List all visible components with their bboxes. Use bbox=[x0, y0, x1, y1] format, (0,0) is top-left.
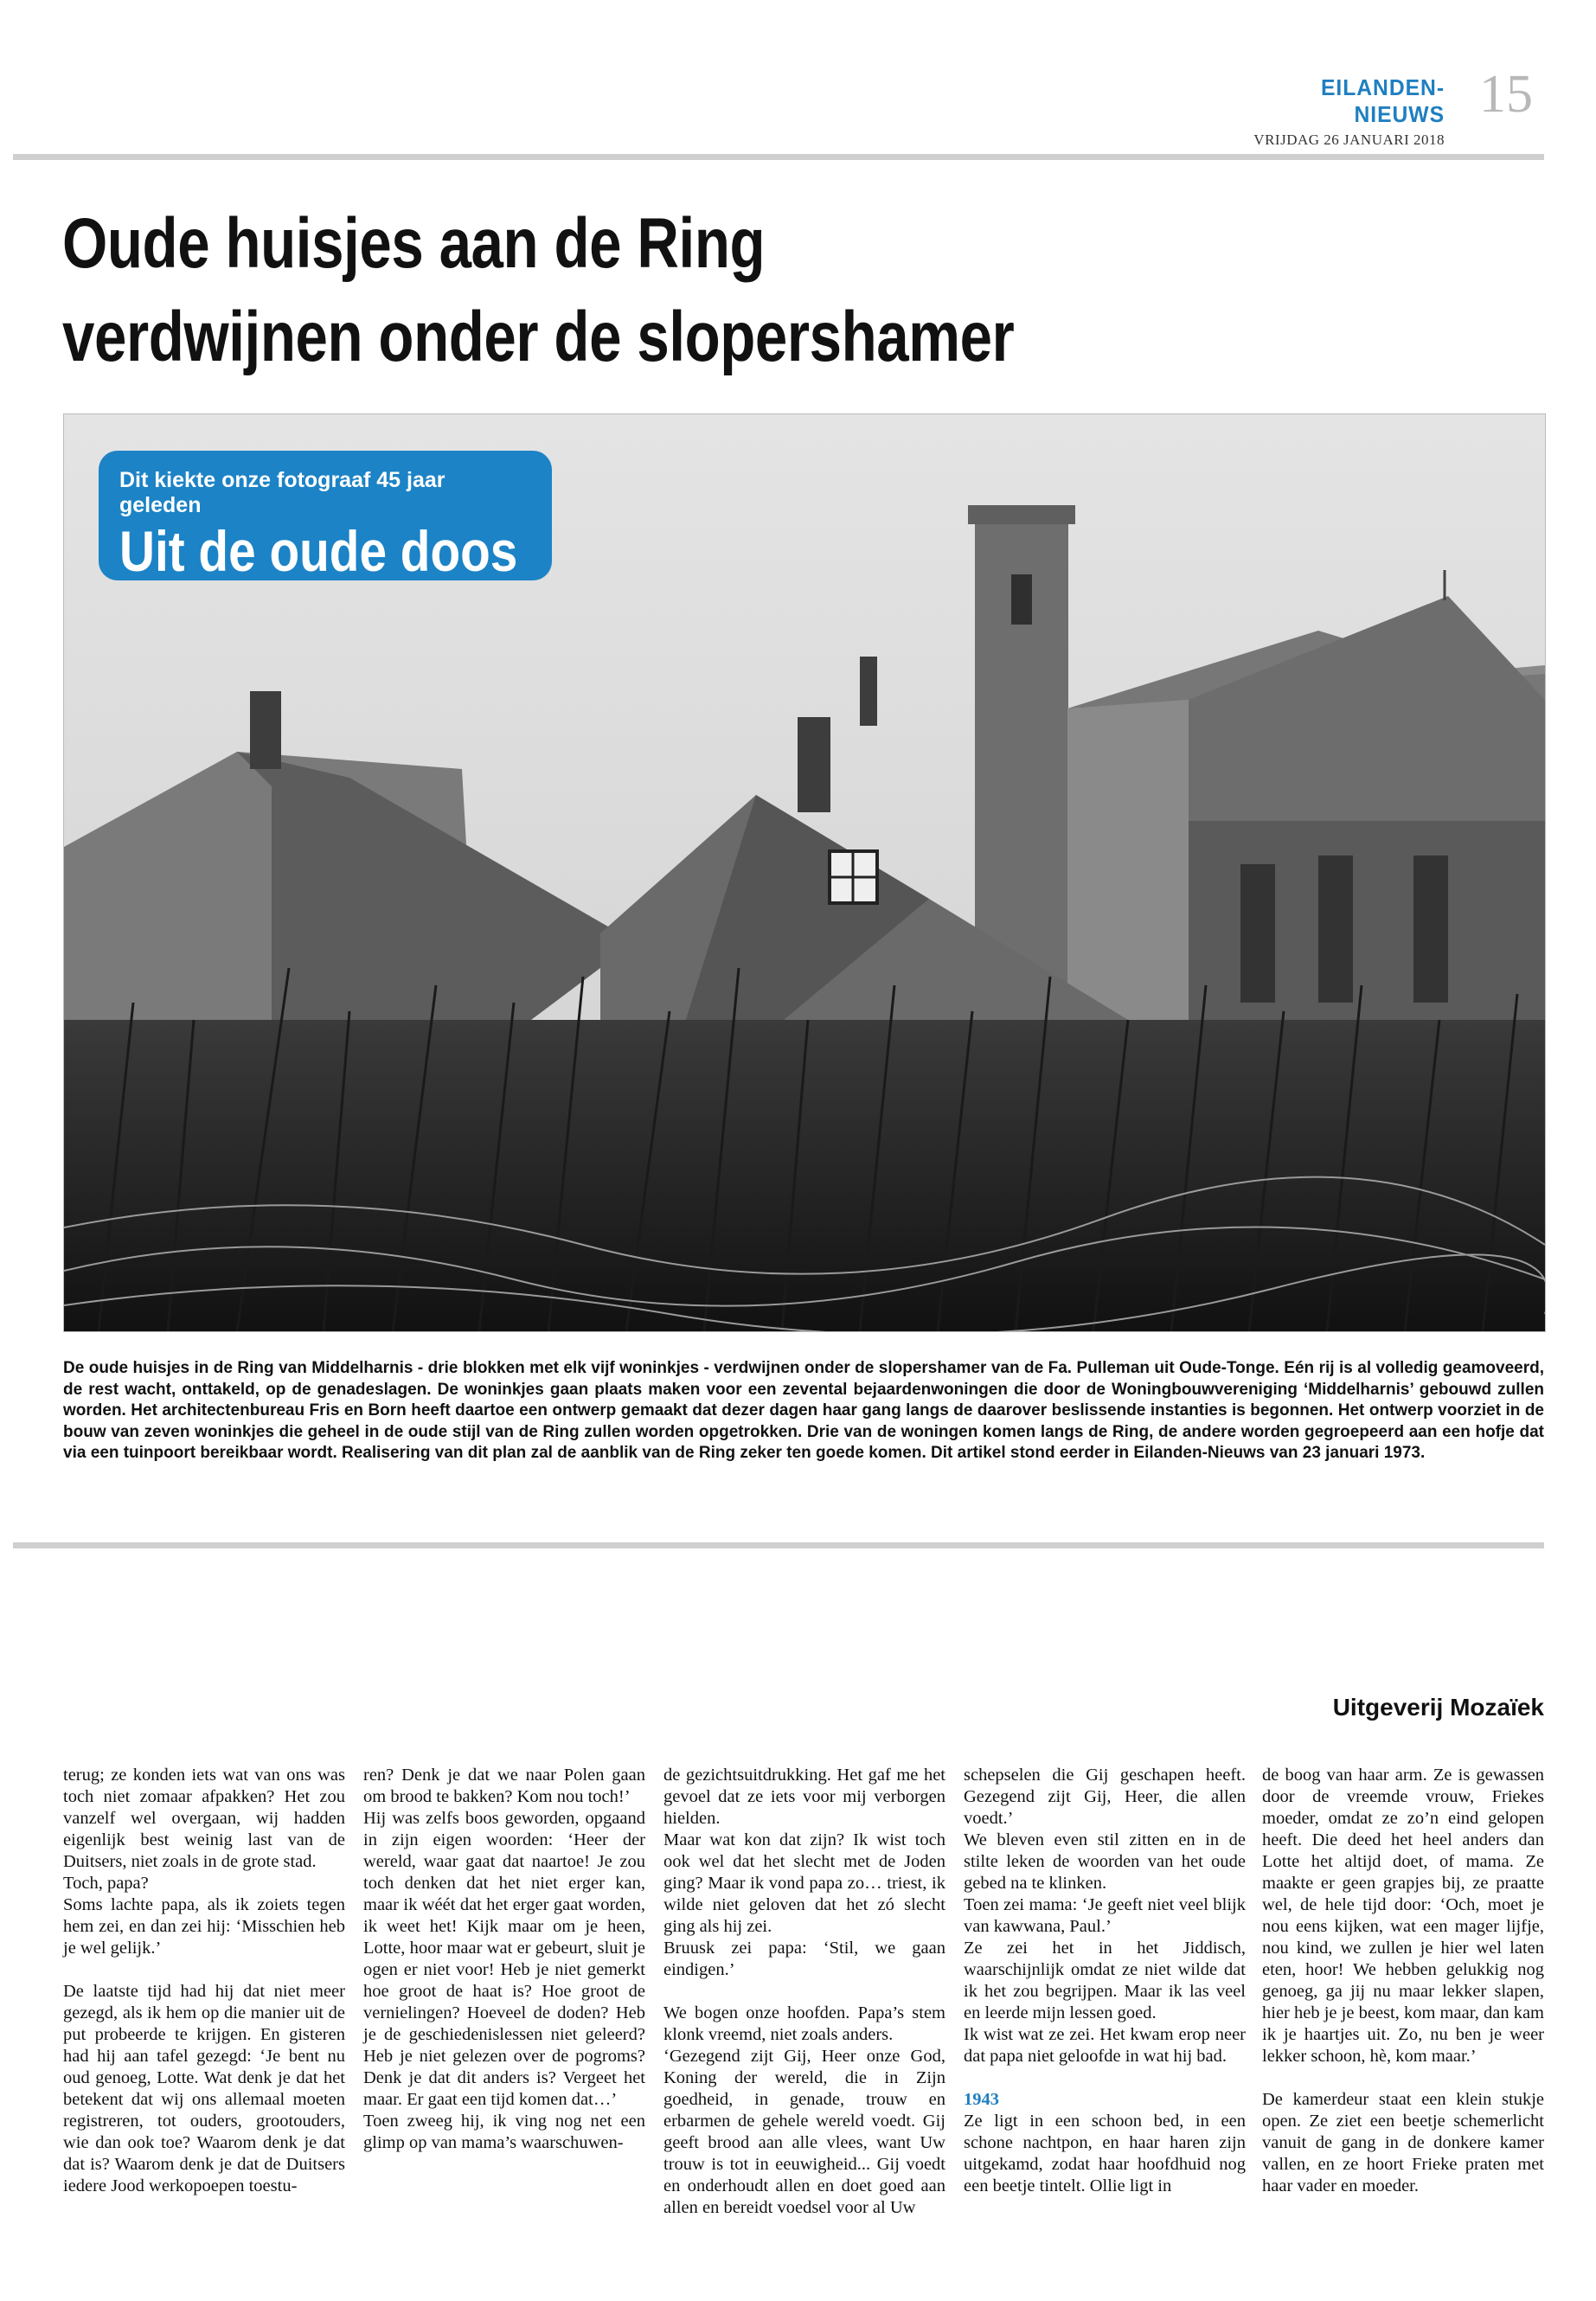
page-number: 15 bbox=[1479, 65, 1533, 124]
publisher: Uitgeverij Mozaïek bbox=[1332, 1694, 1544, 1721]
newspaper-name: EILANDEN-NIEUWS bbox=[1320, 74, 1445, 127]
article-column-3 bbox=[663, 1765, 945, 2219]
paragraph: schepselen die Gij geschapen heeft. Gezegend zijt Gij, Heer, die allen voedt.’ bbox=[964, 1766, 1246, 1828]
paragraph: de gezichtsuitdrukking. Het gaf me het gevoel dat ze iets voor mij verborgen hielden. bbox=[663, 1766, 945, 1828]
section-divider bbox=[13, 1542, 1544, 1548]
article-column-1 bbox=[63, 1765, 345, 2197]
headline-line-1: Oude huisjes aan de Ring bbox=[62, 204, 766, 283]
paragraph: Toch, papa? bbox=[63, 1874, 149, 1893]
headline bbox=[62, 197, 1233, 384]
article-column-5 bbox=[1262, 1765, 1544, 2197]
article-column-4 bbox=[964, 1765, 1246, 2197]
paragraph: Soms lachte papa, als ik zoiets tegen hem zei, en dan zei hij: ‘Misschien heb je wel gelijk.’ bbox=[63, 1895, 345, 1958]
photo-caption: De oude huisjes in de Ring van Middelharnis - drie blokken met elk vijf woninkjes - verdwijnen onder de slopershamer van de Fa. Pulleman uit Oude-Tonge. Eén rij is al volledig geamoveerd, de rest wacht, onttakeld, op de genadeslagen. De woninkjes gaan plaats maken voor een zevental bejaardenwoningen die door de Woningbouwvereniging ‘Middelharnis’ gebouwd zullen worden. Het architectenbureau Fris en Born heeft daartoe een ontwerp gemaakt dat dezer dagen haar gang langs de daarover beslissende instanties is begonnen. Het ontwerp voorziet in de bouw van zeven woninkjes die geheel in de oude stijl van de Ring zullen worden opgetrokken. Drie van de woningen komen langs de Ring, de andere worden gegroepeerd aan een hofje dat via een tuinpoort bereikbaar wordt. Realisering van dit plan zal de aanblik van de Ring zeker ten goede komen. Dit artikel stond eerder in Eilanden-Nieuws van 23 januari 1973. bbox=[63, 1359, 1544, 1462]
section-badge bbox=[99, 451, 552, 583]
article-column-2 bbox=[363, 1765, 645, 2154]
historic-photo bbox=[63, 413, 1546, 1332]
paragraph: Toen zweeg hij, ik ving nog net een glimp op van mama’s waarschuwen- bbox=[363, 2112, 645, 2152]
masthead bbox=[1237, 74, 1445, 149]
article-body bbox=[63, 1765, 1544, 2284]
paragraph: Hij was zelfs boos geworden, opgaand in zijn eigen woorden: ‘Heer der wereld, waar gaat dat naartoe! Je zou toch denken dat het niet erger kan, maar ik wéét dat het erger gaat worden, ik weet het! Kijk maar om je heen, Lotte, hoor maar wat er gebeurt, sluit je ogen er niet voor! Heb je niet gemerkt hoe groot de haat is? Hoe groot de vernielingen? Hoeveel de doden? Heb je de geschiedenislessen niet geleerd? Heb je niet gelezen over de pogroms? Denk je dat dit anders is? Vergeet het maar. Er gaat een tijd komen dat…’ bbox=[363, 1809, 645, 2109]
paragraph: Ik wist wat ze zei. Het kwam erop neer dat papa niet geloofde in wat hij bad. bbox=[964, 2025, 1246, 2066]
paragraph: De kamerdeur staat een klein stukje open. Ze ziet een beetje schemerlicht vanuit de gang in de donkere kamer vallen, en ze hoort Frieke praten met haar vader en moeder. bbox=[1262, 2090, 1544, 2195]
issue-date: VRIJDAG 26 JANUARI 2018 bbox=[1253, 131, 1445, 148]
paragraph: Bruusk zei papa: ‘Stil, we gaan eindigen.’ bbox=[663, 1939, 945, 1979]
badge-subtitle: Dit kiekte onze fotograaf 45 jaar geleden bbox=[119, 468, 445, 517]
subheading-year: 1943 bbox=[964, 2090, 999, 2109]
paragraph: ren? Denk je dat we naar Polen gaan om brood te bakken? Kom nou toch!’ bbox=[363, 1766, 645, 1806]
paragraph: Ze ligt in een schoon bed, in een schone nachtpon, en haar haren zijn uitgekamd, zodat haar hoofdhuid nog een beetje tintelt. Ollie ligt in bbox=[964, 2112, 1246, 2195]
paragraph-gap bbox=[1262, 2067, 1544, 2089]
paragraph: terug; ze konden iets wat van ons was toch niet zomaar afpakken? Het zou vanzelf wel overgaan, wij hadden eigenlijk best weinig last van de Duitsers, niet zoals in de grote stad. bbox=[63, 1766, 345, 1871]
paragraph: We bleven even stil zitten en in de stilte leken de woorden van het oude gebed na te klinken. bbox=[964, 1830, 1246, 1893]
paragraph: de boog van haar arm. Ze is gewassen door de vreemde vrouw, Friekes moeder, omdat ze zo’n eind gelopen heeft. Die deed het heel anders dan Lotte het altijd doet, of mama. Ze maakte er geen grapjes bij, ze praatte wel, de hele tijd door: ‘Och, moet je nou eens kijken, wat een mager lijfje, nou kind, we zullen je hier wel laten eten, hoor! We hebben gelukkig nog genoeg, ga jij nu maar lekker slapen, hier heb je je beest, kom maar, dan kam ik je haartjes uit. Zo, nu ben je weer lekker schoon, hè, kom maar.’ bbox=[1262, 1766, 1544, 2066]
badge-title: Uit de oude doos bbox=[119, 519, 518, 583]
paragraph-gap bbox=[63, 1959, 345, 1981]
paragraph: Maar wat kon dat zijn? Ik wist toch ook wel dat het slecht met de Joden ging? Maar ik vond papa zo… triest, ik wilde niet geloven dat het zó slecht ging als hij zei. bbox=[663, 1830, 945, 1936]
paragraph-gap bbox=[964, 2067, 1246, 2089]
paragraph: De laatste tijd had hij dat niet meer gezegd, als ik hem op die manier uit de put probeerde te krijgen. En gisteren had hij aan tafel gezegd: ‘Je bent nu oud genoeg, Lotte. Wat denk je dat het betekent dat wij ons allemaal moeten registreren, tot ouders, grootouders, wie dan ook toe? Waarom denk je dat dat is? Waarom denk je dat de Duitsers iedere Jood werkopoepen toestu- bbox=[63, 1982, 345, 2195]
paragraph: ‘Gezegend zijt Gij, Heer onze God, Koning der wereld, die in Zijn goedheid, in genade, trouw en erbarmen de gehele wereld voedt. Gij geeft brood aan alle vlees, want Uw trouw is tot in eeuwigheid... Gij voedt en onderhoudt allen en doet goed aan allen en bereidt voedsel voor al Uw bbox=[663, 2047, 945, 2217]
top-divider bbox=[13, 154, 1544, 160]
paragraph: Toen zei mama: ‘Je geeft niet veel blijk van kawwana, Paul.’ bbox=[964, 1895, 1246, 1936]
paragraph: We bogen onze hoofden. Papa’s stem klonk vreemd, niet zoals anders. bbox=[663, 2003, 945, 2044]
paragraph: Ze zei het in het Jiddisch, waarschijnlijk omdat ze niet wilde dat ik het zou begrijpen. Maar ik las veel en leerde mijn lessen goed. bbox=[964, 1939, 1246, 2022]
headline-line-2: verdwijnen onder de slopershamer bbox=[62, 298, 1015, 376]
paragraph-gap bbox=[663, 1981, 945, 2003]
